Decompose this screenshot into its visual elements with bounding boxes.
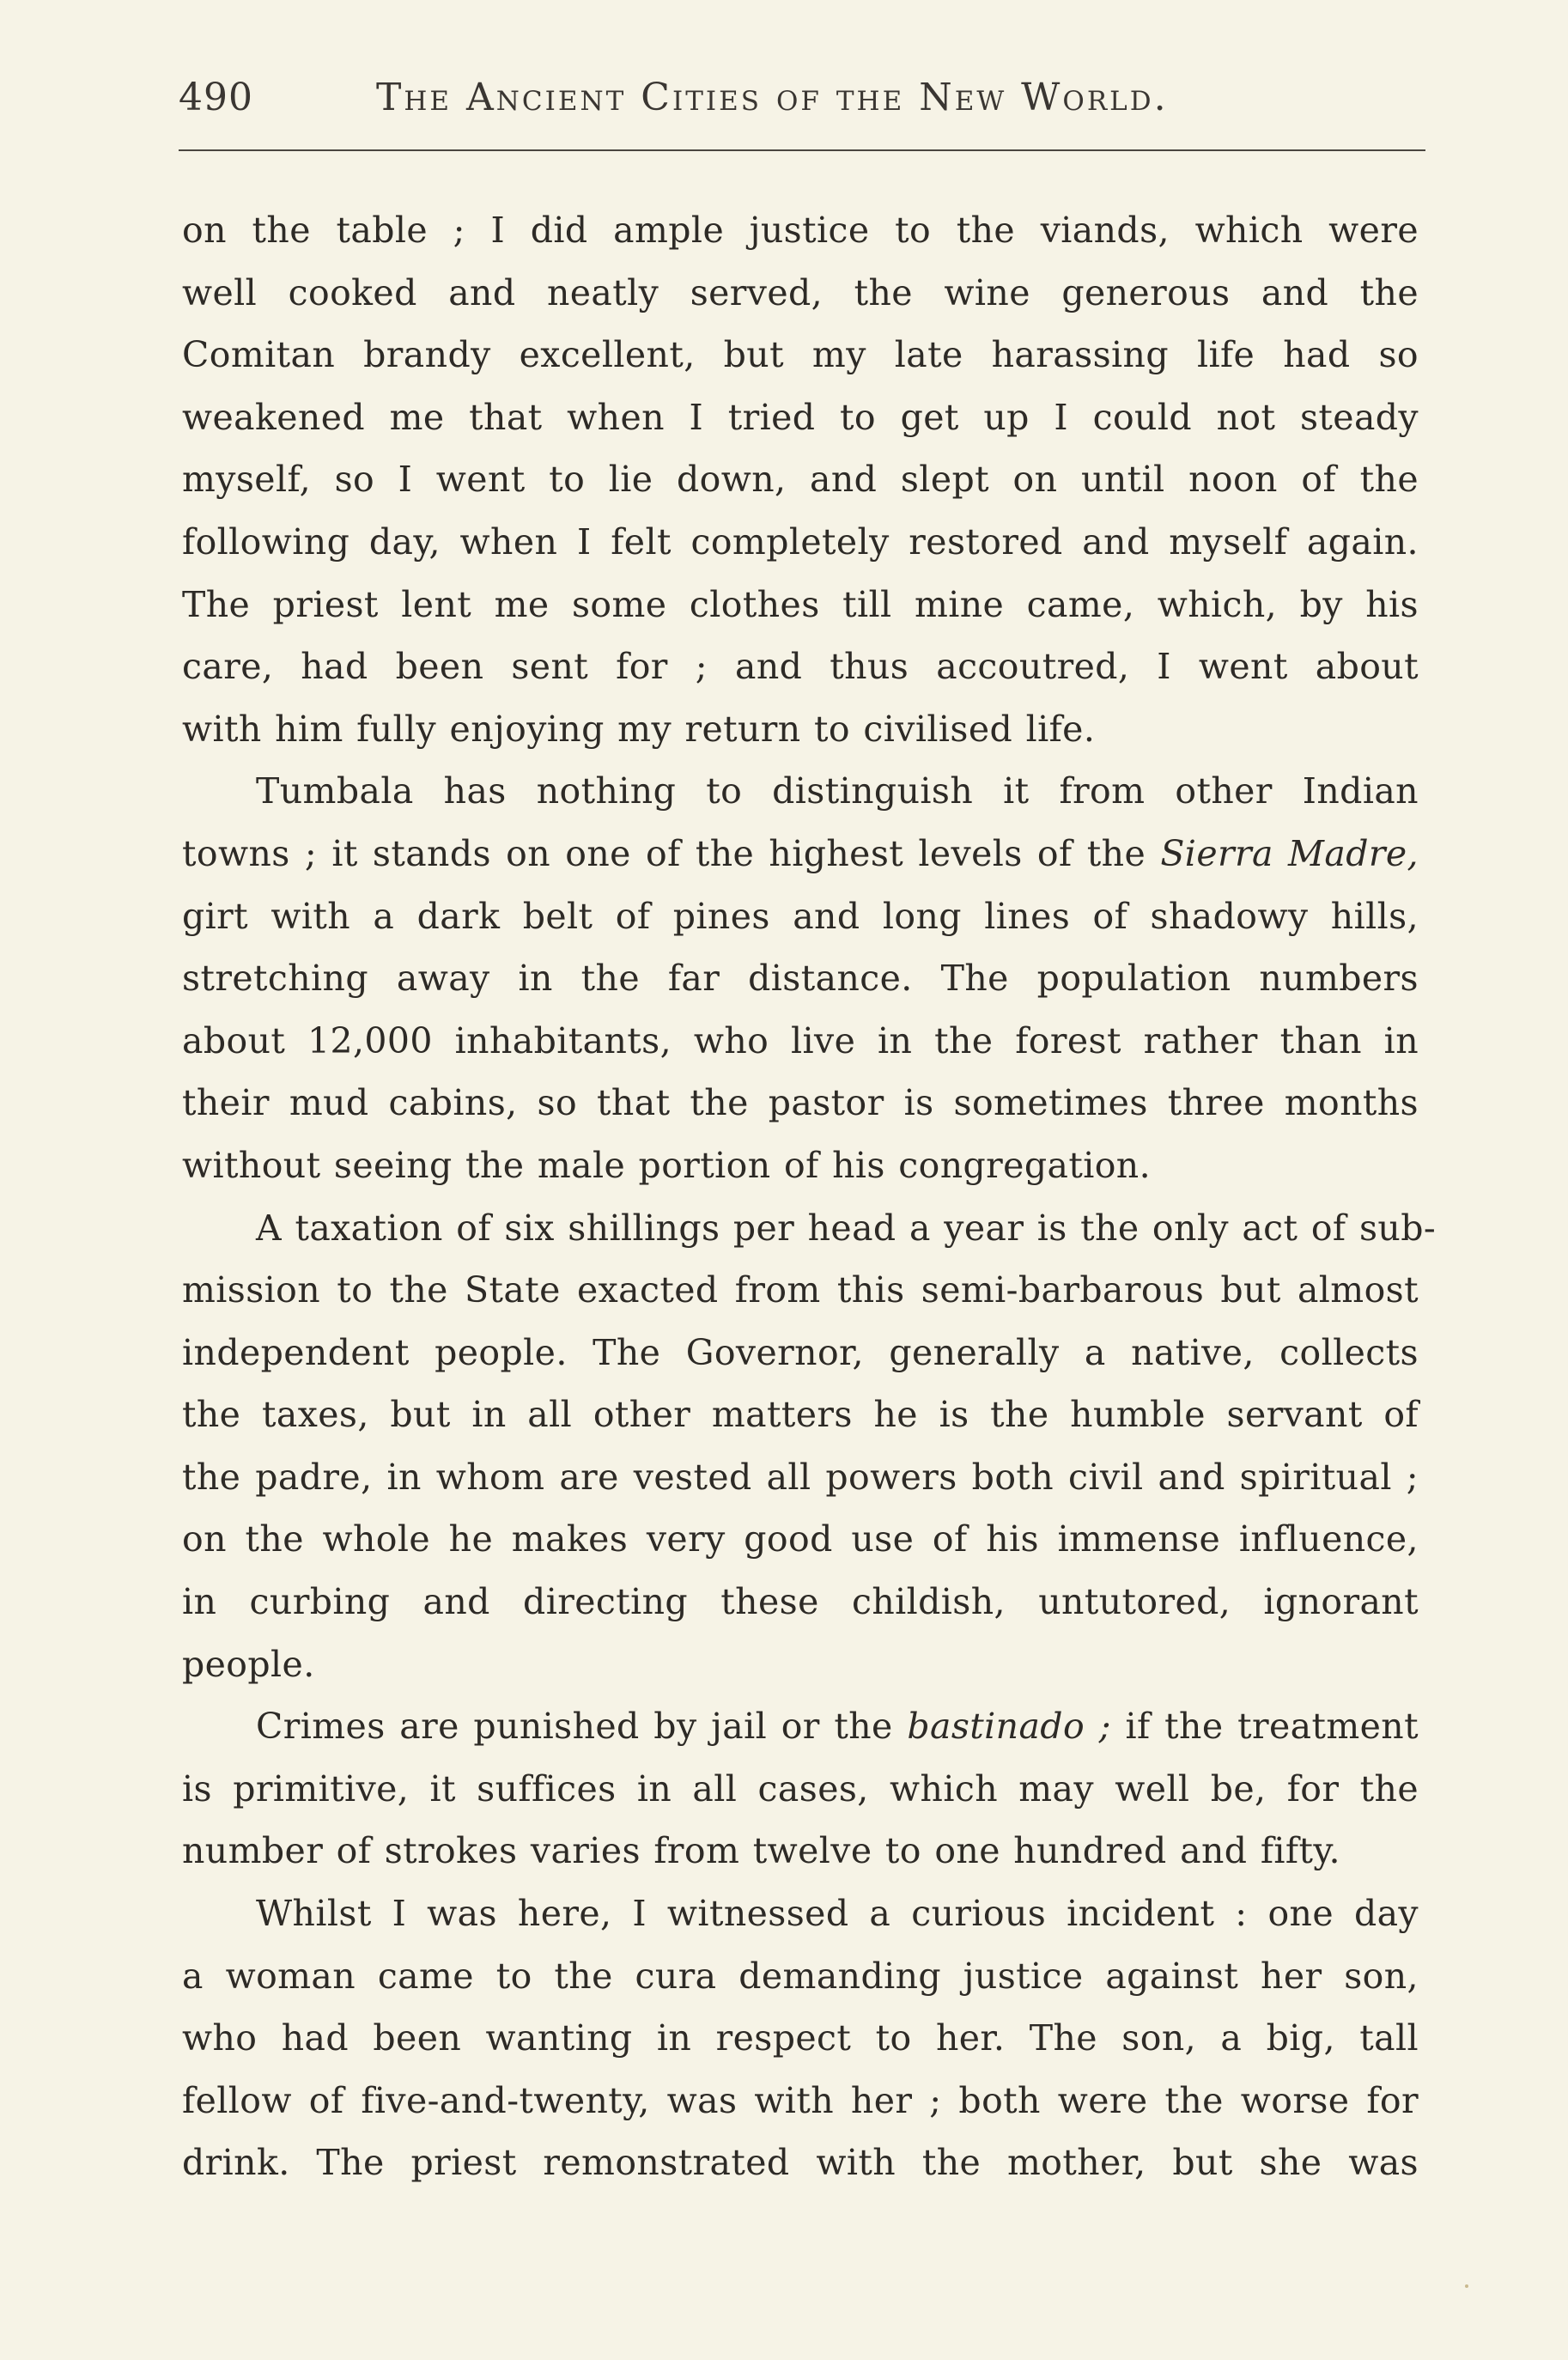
- text-line: without seeing the male portion of his congregation.: [182, 1144, 1152, 1186]
- paragraph-2: [182, 760, 1419, 1196]
- text-fragment: towns ; it stands on one of the highest levels of the: [182, 832, 1146, 874]
- text-line: on the table ; I did ample justice to the viands, which were: [182, 210, 1419, 251]
- text-line: The priest lent me some clothes till mine came, which, by his: [182, 583, 1419, 625]
- text-line: following day, when I felt completely restored and myself again.: [182, 520, 1419, 563]
- text-line: Tumbala has nothing to distinguish it from other Indian: [256, 770, 1419, 812]
- italic-place-name: Sierra Madre,: [1160, 832, 1419, 874]
- text-line: care, had been sent for ; and thus accoutred, I went about: [182, 646, 1419, 688]
- paragraph-1: [182, 199, 1419, 760]
- body-text: [182, 199, 1437, 2194]
- text-line: [182, 1695, 1419, 1758]
- paragraph-5: [182, 1883, 1419, 2194]
- text-line: a woman came to the cura demanding justice against her son,: [182, 1955, 1419, 1997]
- text-line: Whilst I was here, I witnessed a curious incident : one day: [256, 1893, 1419, 1935]
- header-rule: [179, 149, 1425, 151]
- text-fragment: Crimes are punished by jail or the: [256, 1706, 893, 1748]
- text-line: Comitan brandy excellent, but my late harassing life had so: [182, 334, 1419, 376]
- text-line: is primitive, it suffices in all cases, which may well be, for the: [182, 1767, 1419, 1810]
- text-line: well cooked and neatly served, the wine generous and the: [182, 271, 1419, 313]
- text-fragment: if the treatment: [1125, 1706, 1419, 1748]
- text-line: independent people. The Governor, generally a native, collects: [182, 1331, 1419, 1373]
- page-number: 490: [179, 76, 253, 119]
- text-line: on the whole he makes very good use of his immense influence,: [182, 1518, 1419, 1560]
- text-line: their mud cabins, so that the pastor is sometimes three months: [182, 1082, 1419, 1124]
- text-line: the taxes, but in all other matters he is the humble servant of: [182, 1394, 1419, 1436]
- text-line: number of strokes varies from twelve to one hundred and fifty.: [182, 1830, 1340, 1872]
- text-line: [182, 823, 1419, 885]
- paragraph-3: [182, 1197, 1437, 1696]
- paper-speck: [1465, 2284, 1468, 2288]
- italic-term: bastinado ;: [907, 1706, 1111, 1748]
- text-line: drink. The priest remonstrated with the mother, but she was: [182, 2142, 1419, 2184]
- text-line: stretching away in the far distance. The population numbers: [182, 958, 1419, 1000]
- text-line: girt with a dark belt of pines and long lines of shadowy hills,: [182, 895, 1419, 937]
- paragraph-4: [182, 1695, 1419, 1883]
- page-header: [179, 76, 1424, 136]
- text-line: A taxation of six shillings per head a year is the only act of sub-: [256, 1207, 1437, 1249]
- text-line: weakened me that when I tried to get up I could not steady: [182, 396, 1419, 438]
- text-line: mission to the State exacted from this semi-barbarous but almost: [182, 1269, 1419, 1311]
- text-line: myself, so I went to lie down, and slept on until noon of the: [182, 459, 1419, 501]
- text-line: who had been wanting in respect to her. The son, a big, tall: [182, 2017, 1419, 2059]
- text-line: with him fully enjoying my return to civilised life.: [182, 708, 1096, 750]
- text-line: fellow of five-and-twenty, was with her ; both were the worse for: [182, 2079, 1419, 2121]
- running-title: The Ancient Cities of the New World.: [376, 76, 1169, 119]
- text-line: people.: [182, 1643, 315, 1685]
- text-line: the padre, in whom are vested all powers both civil and spiritual ;: [182, 1456, 1419, 1498]
- text-line: in curbing and directing these childish, untutored, ignorant: [182, 1581, 1419, 1623]
- text-line: about 12,000 inhabitants, who live in the forest rather than in: [182, 1019, 1419, 1061]
